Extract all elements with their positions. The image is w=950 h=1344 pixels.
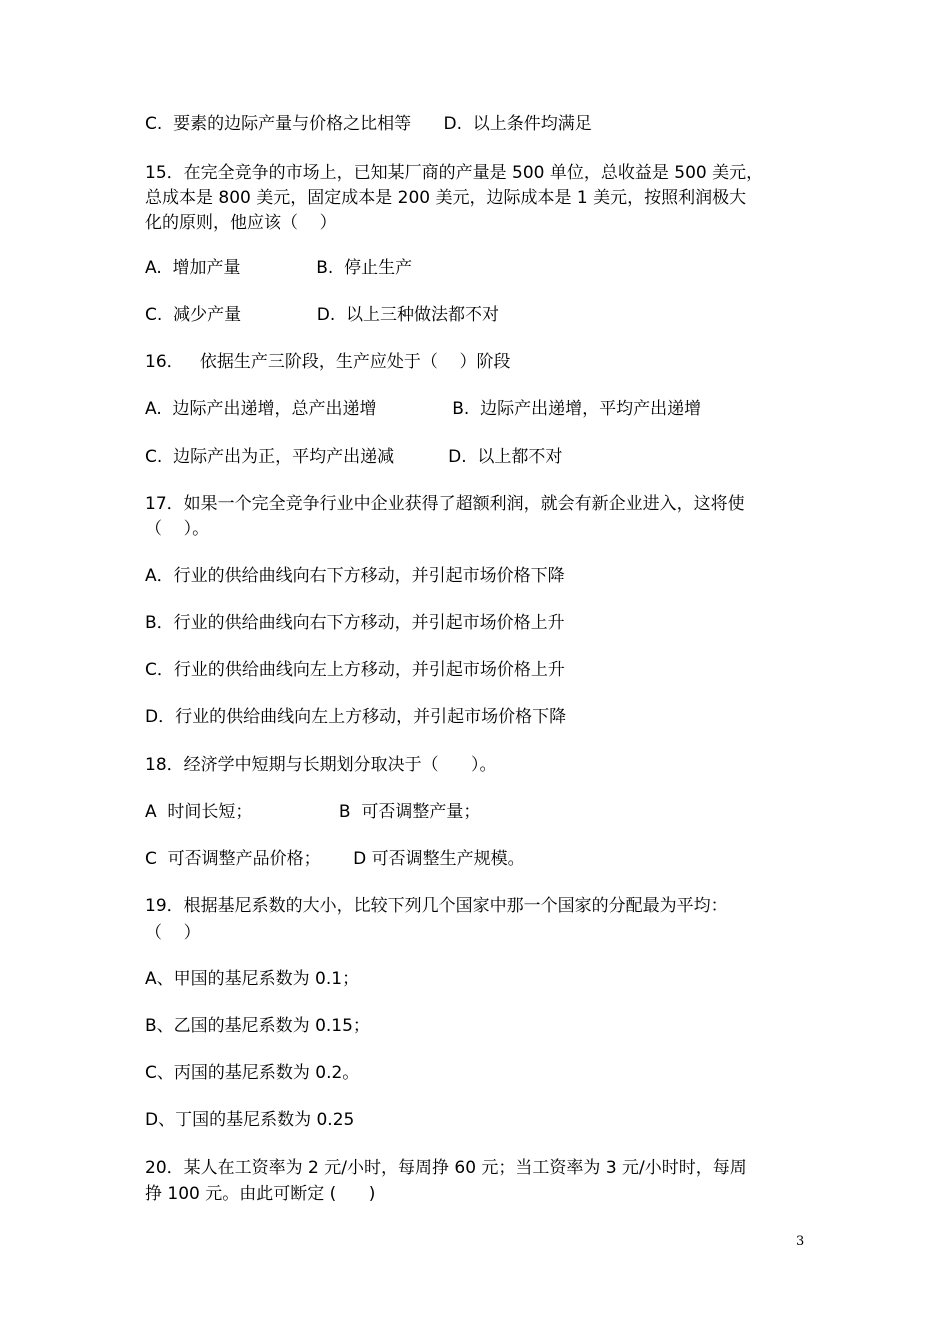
option-line: C 可否调整产品价格； D 可否调整生产规模。 <box>145 849 525 869</box>
option-line: C. 边际产出为正，平均产出递减 D. 以上都不对 <box>145 447 563 467</box>
question-15-text: 总成本是 800 美元，固定成本是 200 美元，边际成本是 1 美元，按照利润极大 <box>145 188 747 208</box>
option-line: C. 要素的边际产量与价格之比相等 D. 以上条件均满足 <box>145 114 592 134</box>
question-19-text: （ ） <box>145 923 201 943</box>
option-line: A 时间长短； B 可否调整产量； <box>145 802 481 822</box>
question-20-text: 20．某人在工资率为 2 元/小时，每周挣 60 元；当工资率为 3 元/小时时，每周 <box>145 1158 747 1178</box>
option-line: B、乙国的基尼系数为 0.15； <box>145 1016 370 1036</box>
option-line: C．行业的供给曲线向左上方移动，并引起市场价格上升 <box>145 660 565 680</box>
option-line: C. 减少产量 D. 以上三种做法都不对 <box>145 305 500 325</box>
question-16-text: 16． 依据生产三阶段，生产应处于（ ）阶段 <box>145 352 511 372</box>
question-17-text: 17．如果一个完全竞争行业中企业获得了超额利润，就会有新企业进入，这将使 <box>145 494 745 514</box>
question-15-text: 15．在完全竞争的市场上，已知某厂商的产量是 500 单位，总收益是 500 美元， <box>145 163 764 183</box>
option-line: A．行业的供给曲线向右下方移动，并引起市场价格下降 <box>145 566 565 586</box>
question-17-text: （ ）。 <box>145 519 210 539</box>
option-line: A、甲国的基尼系数为 0.1； <box>145 969 360 989</box>
option-line: A. 边际产出递增，总产出递增 B. 边际产出递增，平均产出递增 <box>145 399 702 419</box>
option-line: C、丙国的基尼系数为 0.2。 <box>145 1063 360 1083</box>
question-19-text: 19．根据基尼系数的大小，比较下列几个国家中那一个国家的分配最为平均： <box>145 896 728 916</box>
question-18-text: 18．经济学中短期与长期划分取决于（ ）。 <box>145 755 497 775</box>
option-line: D、丁国的基尼系数为 0.25 <box>145 1110 355 1130</box>
option-line: B．行业的供给曲线向右下方移动，并引起市场价格上升 <box>145 613 565 633</box>
option-line: A. 增加产量 B. 停止生产 <box>145 258 413 278</box>
page-number: 3 <box>796 1234 805 1249</box>
question-15-text: 化的原则，他应该（ ） <box>145 213 337 233</box>
question-20-text: 挣 100 元。由此可断定 ( ) <box>145 1184 376 1204</box>
option-line: D．行业的供给曲线向左上方移动，并引起市场价格下降 <box>145 707 567 727</box>
